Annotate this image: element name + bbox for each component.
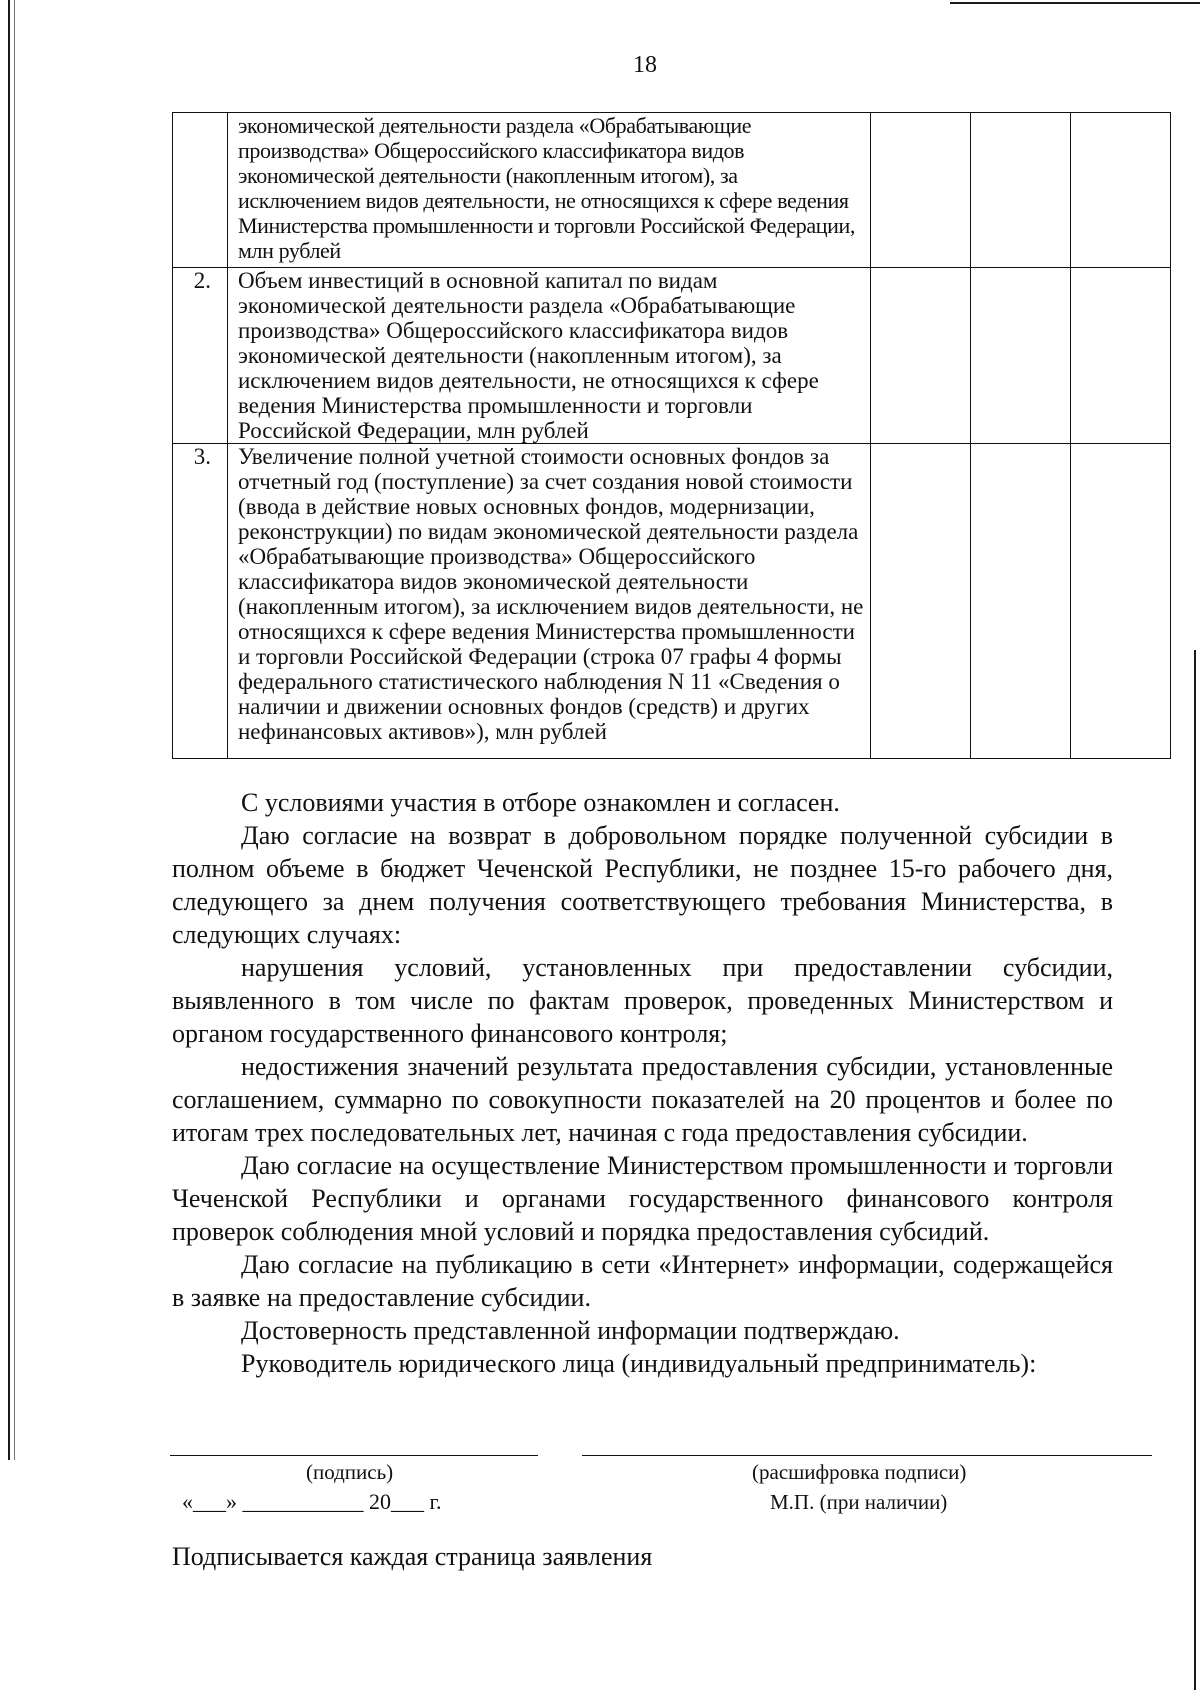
scan-border-right	[1194, 650, 1196, 1690]
value-cell	[1071, 113, 1171, 268]
page-number: 18	[633, 52, 657, 78]
scan-border-left-inner	[14, 0, 15, 1460]
stamp-label: М.П. (при наличии)	[770, 1490, 948, 1514]
paragraph: Руководитель юридического лица (индивидуальный предприниматель):	[241, 1349, 1037, 1378]
value-cell	[971, 268, 1071, 444]
scan-border-left	[8, 0, 10, 1460]
value-cell	[971, 444, 1071, 759]
signature-label: (подпись)	[306, 1460, 394, 1484]
value-cell	[871, 444, 971, 759]
value-cell	[1071, 444, 1171, 759]
paragraph: недостижения значений результата предоставления субсидии, установленные соглашением, суммарно по совокупности показателей на 20 процентов и более по итогам трех последовательных лет, начиная с года предоставления субсидии.	[172, 1052, 1113, 1147]
value-cell	[971, 113, 1071, 268]
paragraph: нарушения условий, установленных при предоставлении субсидии, выявленного в том числе по фактам проверок, проведенных Министерством и органом государственного финансового контроля;	[172, 953, 1113, 1048]
value-cell	[871, 268, 971, 444]
row-description: Объем инвестиций в основной капитал по видам экономической деятельности раздела «Обрабатывающие производства» Общероссийского классификатора видов экономической деятельности (накопленным итогом), за исключением видов деятельности, не относящихся к сфере ведения Министерства промышленности и торговли Российской Федерации, млн рублей	[228, 268, 871, 444]
row-number	[173, 113, 228, 268]
value-cell	[1071, 268, 1171, 444]
paragraph: Даю согласие на возврат в добровольном порядке полученной субсидии в полном объеме в бюджет Чеченской Республики, не позднее 15-го рабочего дня, следующего за днем получения соответствующего требования Министерства, в следующих случаях:	[172, 821, 1113, 949]
table-row	[173, 268, 1171, 444]
signature-line	[170, 1455, 538, 1456]
paragraph: С условиями участия в отборе ознакомлен и согласен.	[241, 788, 840, 817]
date-line: «___» ___________ 20___ г.	[182, 1489, 442, 1514]
table-row	[173, 113, 1171, 268]
indicators-table	[172, 112, 1171, 759]
value-cell	[871, 113, 971, 268]
row-number: 2.	[173, 268, 228, 444]
paragraph: Достоверность представленной информации подтверждаю.	[241, 1316, 900, 1345]
signature-decode-label: (расшифровка подписи)	[752, 1460, 967, 1484]
signature-decode-line	[582, 1455, 1152, 1456]
table-row	[173, 444, 1171, 759]
paragraph: Даю согласие на осуществление Министерством промышленности и торговли Чеченской Республики и органами государственного финансового контроля проверок соблюдения мной условий и порядка предоставления субсидий.	[172, 1151, 1113, 1246]
scan-border-top	[950, 2, 1200, 4]
row-number: 3.	[173, 444, 228, 759]
consent-text	[172, 786, 1113, 1380]
footer-note: Подписывается каждая страница заявления	[172, 1542, 653, 1571]
row-description: экономической деятельности раздела «Обрабатывающие производства» Общероссийского классификатора видов экономической деятельности (накопленным итогом), за исключением видов деятельности, не относящихся к сфере ведения Министерства промышленности и торговли Российской Федерации, млн рублей	[228, 113, 871, 268]
paragraph: Даю согласие на публикацию в сети «Интернет» информации, содержащейся в заявке на предоставление субсидии.	[172, 1250, 1113, 1312]
row-description: Увеличение полной учетной стоимости основных фондов за отчетный год (поступление) за счет создания новой стоимости (ввода в действие новых основных фондов, модернизации, реконструкции) по видам экономической деятельности раздела «Обрабатывающие производства» Общероссийского классификатора видов экономической деятельности (накопленным итогом), за исключением видов деятельности, не относящихся к сфере ведения Министерства промышленности и торговли Российской Федерации (строка 07 графы 4 формы федерального статистического наблюдения N 11 «Сведения о наличии и движении основных фондов (средств) и других нефинансовых активов»), млн рублей	[228, 444, 871, 759]
